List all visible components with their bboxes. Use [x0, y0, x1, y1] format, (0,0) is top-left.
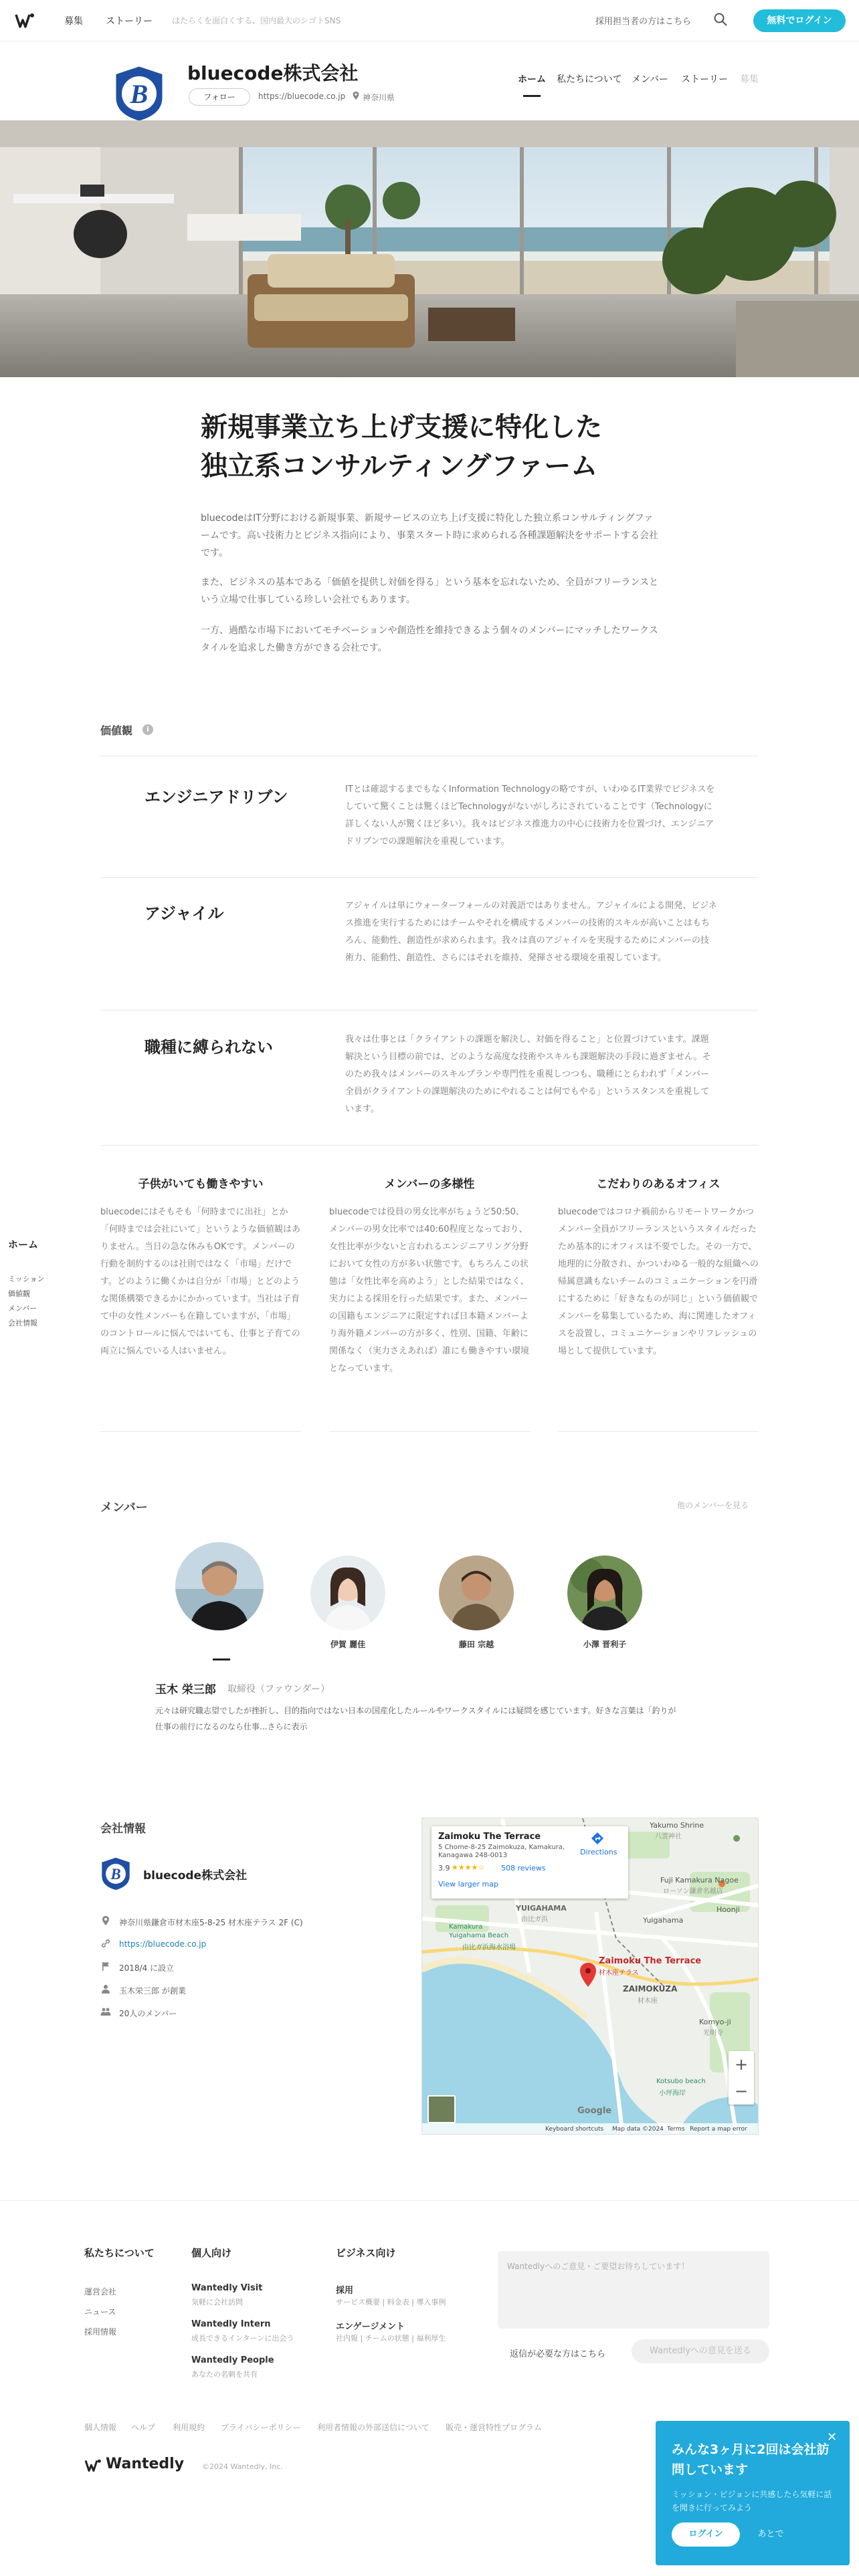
feedback-placeholder: Wantedlyへのご意見・ご要望お待ちしています！	[507, 2262, 690, 2271]
company-member-count: 20人のメンバー	[119, 2009, 177, 2018]
group-icon	[100, 2006, 111, 2017]
satellite-toggle[interactable]	[427, 2095, 456, 2123]
company-info-title: 会社情報	[100, 1822, 146, 1836]
view-larger-map-link[interactable]: View larger map	[438, 1880, 498, 1889]
copyright: ©2024 Wantedly, Inc.	[202, 2462, 283, 2471]
member-avatar-3[interactable]	[439, 1555, 514, 1630]
tab-stories[interactable]: ストーリー	[681, 74, 728, 85]
recruiter-link[interactable]: 採用担当者の方はこちら	[595, 17, 692, 27]
google-logo: Google	[577, 2106, 612, 2116]
intro-paragraph-3: 一方、過酷な市場下においてモチベーションや創造性を維持できるよう個々のメンバーにマッチしたワークスタイルを追求した働き方ができる会社です。	[201, 625, 658, 653]
rating-stars-icon: ★★★★☆	[452, 1863, 485, 1872]
footer-link-people[interactable]: Wantedly People	[191, 2355, 274, 2365]
featured-member-name: 玉木 栄三郎	[155, 1683, 216, 1697]
value-column-title-1: 子供がいても働きやすい	[138, 1178, 264, 1191]
legal-link-program[interactable]: 販売・運営特性プログラム	[446, 2423, 542, 2432]
visit-popup	[656, 2421, 850, 2565]
zoom-out-icon[interactable]: −	[734, 2082, 749, 2101]
map-place-name: Zaimoku The Terrace	[438, 1832, 541, 1842]
company-url-link[interactable]: https://bluecode.co.jp	[258, 92, 346, 101]
divider	[100, 1431, 301, 1432]
active-tab-indicator	[523, 95, 541, 97]
link-icon	[100, 1938, 111, 1949]
legal-link-terms[interactable]: 利用規約	[173, 2423, 205, 2432]
info-icon[interactable]: i	[142, 724, 153, 735]
tab-about[interactable]: 私たちについて	[557, 74, 622, 85]
tab-home[interactable]: ホーム	[518, 74, 546, 85]
company-founded: 2018/4 に設立	[119, 1963, 175, 1973]
company-founder: 玉木栄三郎 が創業	[119, 1986, 186, 1996]
search-icon[interactable]	[713, 12, 728, 27]
embedded-map[interactable]: Yakumo Shrine 八雲神社 Fuji Kamakura Nagoe ローソン鎌倉名越店 Yuigahama Hoonji YUIGAHAMA 由比ガ浜 Kamakura Yuigahama Beach 由比ガ浜海水浴場 Zaimoku The Terrace 材木座テラス ZAIMOKUZA 材木座 Komyo-ji 光明寺 Kotsubo beach 小坪海岸 Google Zaimoku The Terrace 5 Chome-8-25 Zaimokuza, Kamakura, Kanagawa 248-0013 3.9 ★★★★☆ 508 reviews View larger map Directions + − Keyboard shortcuts Map data ©2024 Terms Report a map error	[421, 1818, 759, 2135]
location-pin-icon	[352, 91, 360, 100]
flag-icon	[100, 1961, 111, 1971]
map-info-card: Zaimoku The Terrace 5 Chome-8-25 Zaimokuza, Kamakura, Kanagawa 248-0013 3.9 ★★★★☆ 508 reviews View larger map Directions	[432, 1826, 628, 1899]
value-title-2: アジャイル	[145, 904, 224, 923]
svg-text:B: B	[110, 1866, 121, 1883]
side-nav-members[interactable]: メンバー	[8, 1304, 37, 1313]
intro-paragraph-2: また、ビジネスの基本である「価値を提供し対価を得る」という基本を忘れないため、全員がフリーランスという立場で仕事している珍しい会社でもあります。	[201, 577, 659, 605]
value-column-desc-3: bluecodeではコロナ禍前からリモートワークかつメンバー全員がフリーランスというスタイルだったため基本的にオフィスは不要でした。その一方で、地理的に分散され、かついわゆる一般的な組織への帰属意識もないチームのコミュニケーションを円滑にするために「好きなものが同じ」という価値観でメンバーを募集しているため、海に関連したオフィスを設置し、コミュニケーションやリフレッシュの場として提供しています。	[558, 1207, 759, 1356]
popup-title: みんな3ヶ月に2回は会社訪問しています	[672, 2442, 830, 2477]
member-avatar-1[interactable]	[175, 1542, 264, 1630]
value-column-desc-1: bluecodeにはそもそも「何時までに出社」とか「何時までは会社にいて」というような価値観はありません。当日の急な休みもOKです。メンバーの行動を制約するのは社則ではなく「市場」だけです。どのように働くかは自分が「市場」とどのような関係構築できるかにかかっています。当社は子育て中の女性メンバーも在籍していますが、「市場」のコントロールに悩んではいても、仕事と子育ての両立に悩んでいる人はいません。	[100, 1207, 301, 1356]
popup-subtitle: ミッション・ビジョンに共感したら気軽に話を聞きに行ってみよう	[672, 2490, 832, 2512]
company-location: 神奈川県	[363, 93, 395, 102]
tab-jobs[interactable]: 募集	[740, 74, 759, 85]
side-nav-mission[interactable]: ミッション	[8, 1275, 45, 1283]
map-reviews-link[interactable]: 508 reviews	[501, 1864, 546, 1872]
member-name-4[interactable]: 小澤 晋利子	[583, 1640, 627, 1649]
divider	[558, 1431, 759, 1432]
footer-link-company[interactable]: 運営会社	[84, 2287, 117, 2296]
member-name-3[interactable]: 藤田 宗越	[458, 1640, 494, 1649]
selected-member-indicator	[213, 1658, 230, 1660]
top-navigation	[0, 0, 859, 41]
legal-link-external[interactable]: 利用者情報の外部送信について	[317, 2423, 430, 2432]
person-icon	[100, 1983, 111, 1994]
zoom-in-icon[interactable]: +	[734, 2055, 749, 2074]
company-address: 神奈川県鎌倉市材木座5-8-25 材木座テラス 2F (C)	[119, 1918, 303, 1927]
value-column-title-3: こだわりのあるオフィス	[596, 1178, 721, 1191]
members-title: メンバー	[100, 1501, 148, 1515]
footer-about-title: 私たちについて	[84, 2247, 155, 2259]
svg-text:B: B	[130, 79, 149, 109]
featured-member-description[interactable]: 元々は研究職志望でしたが挫折し、目的指向ではない日本の国産化したルールやワークスタイルには疑問を感じています。好きな言葉は「釣りが仕事の前行になるのなら仕事...さらに表示	[155, 1706, 676, 1731]
divider	[100, 1145, 759, 1146]
footer-personal-title: 個人向け	[191, 2247, 232, 2259]
member-avatar-4[interactable]	[567, 1555, 642, 1630]
map-footer: Keyboard shortcuts Map data ©2024 Terms Report a map error	[422, 2123, 759, 2135]
values-title: 価値観	[100, 724, 133, 737]
footer-link-news[interactable]: ニュース	[84, 2307, 116, 2317]
member-avatar-2[interactable]	[310, 1555, 385, 1630]
location-pin-icon	[100, 1915, 111, 1926]
side-nav-home[interactable]: ホーム	[8, 1239, 39, 1251]
tab-members[interactable]: メンバー	[632, 74, 669, 85]
wantedly-wordmark: Wantedly	[106, 2456, 185, 2472]
legal-link-help[interactable]: ヘルプ	[131, 2423, 156, 2432]
legal-link-privacy-policy[interactable]: プライバシーポリシー	[221, 2423, 301, 2432]
see-more-members-link[interactable]: 他のメンバーを見る	[677, 1501, 749, 1510]
reply-needed-link[interactable]: 返信が必要な方はこちら	[510, 2349, 606, 2359]
office-hero-image	[0, 120, 859, 377]
footer-link-intern[interactable]: Wantedly Intern	[191, 2319, 271, 2329]
value-title-3: 職種に縛られない	[145, 1038, 273, 1057]
value-title-1: エンジニアドリブン	[145, 788, 288, 807]
value-column-title-2: メンバーの多様性	[384, 1178, 475, 1191]
company-logo-badge	[112, 64, 166, 123]
footer-link-engagement[interactable]: エンゲージメント	[336, 2322, 405, 2332]
close-icon[interactable]: ✕	[827, 2430, 838, 2444]
value-column-desc-2: bluecodeでは役員の男女比率がちょうど50:50、メンバーの男女比率では40:60程度となっており、女性比率が少ないと言われるエンジニアリング分野において女性の方が多い状態です。もちろんこの状態は「女性比率を高めよう」とした結果ではなく、実力による採用を行った結果です。また、メンバーの国籍もエンジニアに限定すれば日本籍メンバーより海外籍メンバーの方が多く、性別、国籍、年齢に関係なく（実力さえあれば）誰にも働きやすい環境となっています。	[329, 1207, 530, 1374]
directions-icon[interactable]	[591, 1832, 604, 1845]
send-feedback-button[interactable]: Wantedlyへの意見を送る	[632, 2339, 769, 2363]
value-desc-2: アジャイルは単にウォーターフォールの対義語ではありません。アジャイルによる開発、ビジネス推進を実行するためにはチームやそれを構成するメンバーの技術的スキルが高いことはもちろん、能動性、創造性が求められます。我々は真のアジャイルを実現するためにメンバーの技術力、能動性、創造性、さらにはそれを維持、発揮させる環境を重視しています。	[345, 901, 717, 963]
directions-link[interactable]: Directions	[580, 1848, 617, 1856]
nav-story[interactable]: ストーリー	[106, 16, 153, 27]
tagline: はたらくを面白くする、国内最大のシゴトSNS	[172, 16, 341, 25]
side-nav-company[interactable]: 会社情報	[8, 1319, 37, 1327]
featured-member-role: 取締役（ファウンダー）	[227, 1684, 330, 1695]
value-desc-3: 我々は仕事とは「クライアントの課題を解決し、対価を得ること」と位置づけています。課題解決という目標の前では、どのような高度な技術やスキルも課題解決の手段に過ぎません。そのため我々はメンバーのスキルプランや専門性を重視しつつも、職種にとらわれず「メンバー全員がクライアントの課題解決のためにやれることは何でもやる」というスタンスを重視しています。	[345, 1035, 711, 1114]
footer-link-careers[interactable]: 採用情報	[84, 2327, 117, 2337]
divider	[100, 877, 759, 878]
company-info-name: bluecode株式会社	[143, 1869, 248, 1883]
legal-link-privacy-info[interactable]: 個人情報	[84, 2423, 117, 2432]
wantedly-logo-icon[interactable]	[15, 12, 35, 29]
popup-later-button[interactable]: あとで	[757, 2529, 784, 2539]
intro-headline: 新規事業立ち上げ支援に特化した 独立系コンサルティングファーム	[201, 412, 602, 481]
value-desc-1: ITとは確認するまでもなくInformation Technologyの略ですが、いわゆるIT業界でビジネスをしていて驚くことは驚くほどTechnologyがないがしろにされていることです（Technologyに詳しくない人が驚くほど多い）。我々はビジネス推進力の中心に技術力を位置づけ、エンジニアドリブンでの課題解決を重視しています。	[345, 784, 715, 847]
footer-business-title: ビジネス向け	[336, 2247, 396, 2259]
member-name-2[interactable]: 伊賀 麗佳	[330, 1640, 366, 1649]
company-info-url[interactable]: https://bluecode.co.jp	[119, 1939, 207, 1949]
footer-link-hiring[interactable]: 採用	[336, 2286, 354, 2296]
follow-button[interactable]: フォロー	[189, 88, 250, 106]
intro-paragraph-1: bluecodeはIT分野における新規事業、新規サービスの立ち上げ支援に特化した独立系コンサルティングファームです。高い技術力とビジネス指向により、事業スタート時に求められる各種課題解決をサポートする会社です。	[201, 513, 659, 558]
zoom-controls	[729, 2051, 754, 2105]
popup-login-button[interactable]: ログイン	[672, 2523, 740, 2547]
nav-recruit[interactable]: 募集	[64, 16, 83, 27]
wantedly-footer-logo-icon	[84, 2458, 102, 2473]
company-name: bluecode株式会社	[187, 62, 359, 84]
side-nav-values[interactable]: 価値観	[8, 1289, 30, 1298]
login-button[interactable]: 無料でログイン	[753, 9, 846, 32]
company-logo-small	[100, 1856, 131, 1891]
footer-link-visit[interactable]: Wantedly Visit	[191, 2283, 263, 2293]
divider	[329, 1431, 530, 1432]
footer-divider	[0, 2200, 859, 2201]
